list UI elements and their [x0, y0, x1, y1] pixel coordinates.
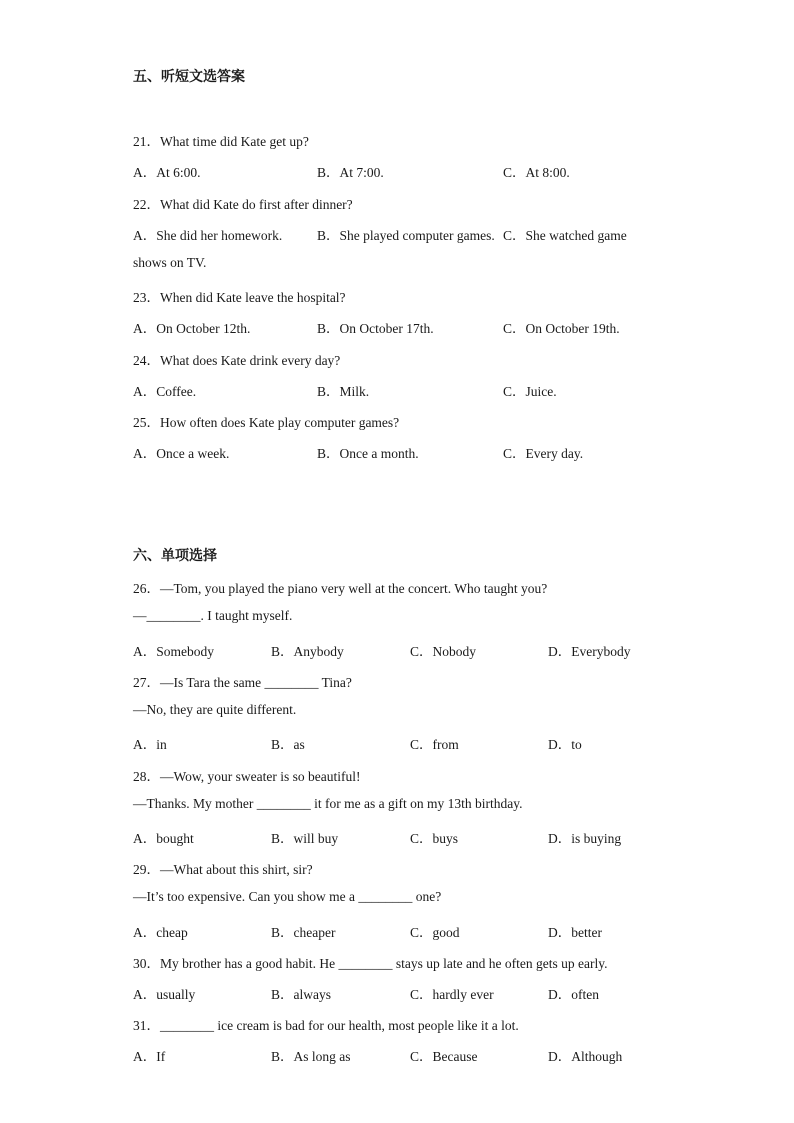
- question-21-option-c: C．At 8:00.: [503, 165, 570, 180]
- question-23-option-b: B．On October 17th.: [317, 321, 434, 336]
- question-26-option-d: D．Everybody: [548, 644, 631, 659]
- question-21-option-a: A．At 6:00.: [133, 165, 201, 180]
- question-27-stem-reply: —No, they are quite different.: [133, 702, 297, 717]
- section-5-title: 五、听短文选答案: [133, 69, 245, 85]
- question-23-option-c: C．On October 19th.: [503, 321, 620, 336]
- question-30-option-c: C．hardly ever: [410, 987, 494, 1002]
- question-29-option-a: A．cheap: [133, 925, 188, 940]
- question-25-option-c: C．Every day.: [503, 446, 584, 461]
- question-27-stem: 27．—Is Tara the same ________ Tina?: [133, 675, 352, 690]
- question-25-option-a: A．Once a week.: [133, 446, 230, 461]
- question-27-option-d: D．to: [548, 737, 582, 752]
- question-26-option-b: B．Anybody: [271, 644, 344, 659]
- question-27-option-a: A．in: [133, 737, 167, 752]
- question-27-option-c: C．from: [410, 737, 459, 752]
- question-24-option-a: A．Coffee.: [133, 384, 197, 399]
- question-31-option-a: A．If: [133, 1049, 166, 1064]
- question-30-option-a: A．usually: [133, 987, 196, 1002]
- question-29-stem-reply: —It’s too expensive. Can you show me a ________ one?: [133, 889, 442, 904]
- question-23-option-a: A．On October 12th.: [133, 321, 251, 336]
- question-21-option-b: B．At 7:00.: [317, 165, 384, 180]
- question-28-option-a: A．bought: [133, 831, 194, 846]
- question-28-option-d: D．is buying: [548, 831, 622, 846]
- question-30-stem: 30．My brother has a good habit. He ________ stays up late and he often gets up early.: [133, 956, 608, 971]
- question-25-option-b: B．Once a month.: [317, 446, 419, 461]
- question-22-option-c-continuation: shows on TV.: [133, 255, 207, 270]
- question-31-option-c: C．Because: [410, 1049, 478, 1064]
- question-30-option-b: B．always: [271, 987, 331, 1002]
- question-22-option-b: B．She played computer games.: [317, 228, 495, 243]
- question-28-option-c: C．buys: [410, 831, 459, 846]
- question-28-option-b: B．will buy: [271, 831, 339, 846]
- question-24-stem: 24．What does Kate drink every day?: [133, 353, 341, 368]
- question-23-stem: 23．When did Kate leave the hospital?: [133, 290, 346, 305]
- question-26-stem-reply: —________. I taught myself.: [133, 608, 293, 623]
- question-24-option-c: C．Juice.: [503, 384, 557, 399]
- question-27-option-b: B．as: [271, 737, 305, 752]
- question-22-stem: 22．What did Kate do first after dinner?: [133, 197, 353, 212]
- question-31-option-d: D．Although: [548, 1049, 623, 1064]
- question-22-option-a: A．She did her homework.: [133, 228, 283, 243]
- question-28-stem: 28．—Wow, your sweater is so beautiful!: [133, 769, 361, 784]
- question-24-option-b: B．Milk.: [317, 384, 370, 399]
- question-26-option-c: C．Nobody: [410, 644, 477, 659]
- question-25-stem: 25．How often does Kate play computer games?: [133, 415, 400, 430]
- section-6-title: 六、单项选择: [133, 548, 217, 564]
- question-31-option-b: B．As long as: [271, 1049, 351, 1064]
- question-30-option-d: D．often: [548, 987, 599, 1002]
- question-28-stem-reply: —Thanks. My mother ________ it for me as a gift on my 13th birthday.: [133, 796, 523, 811]
- question-29-option-b: B．cheaper: [271, 925, 336, 940]
- question-22-option-c: C．She watched game: [503, 228, 627, 243]
- question-29-stem: 29．—What about this shirt, sir?: [133, 862, 313, 877]
- question-26-option-a: A．Somebody: [133, 644, 214, 659]
- question-31-stem: 31．________ ice cream is bad for our health, most people like it a lot.: [133, 1018, 519, 1033]
- question-21-stem: 21．What time did Kate get up?: [133, 134, 309, 149]
- question-26-stem: 26．—Tom, you played the piano very well at the concert. Who taught you?: [133, 581, 548, 596]
- question-29-option-d: D．better: [548, 925, 602, 940]
- question-29-option-c: C．good: [410, 925, 460, 940]
